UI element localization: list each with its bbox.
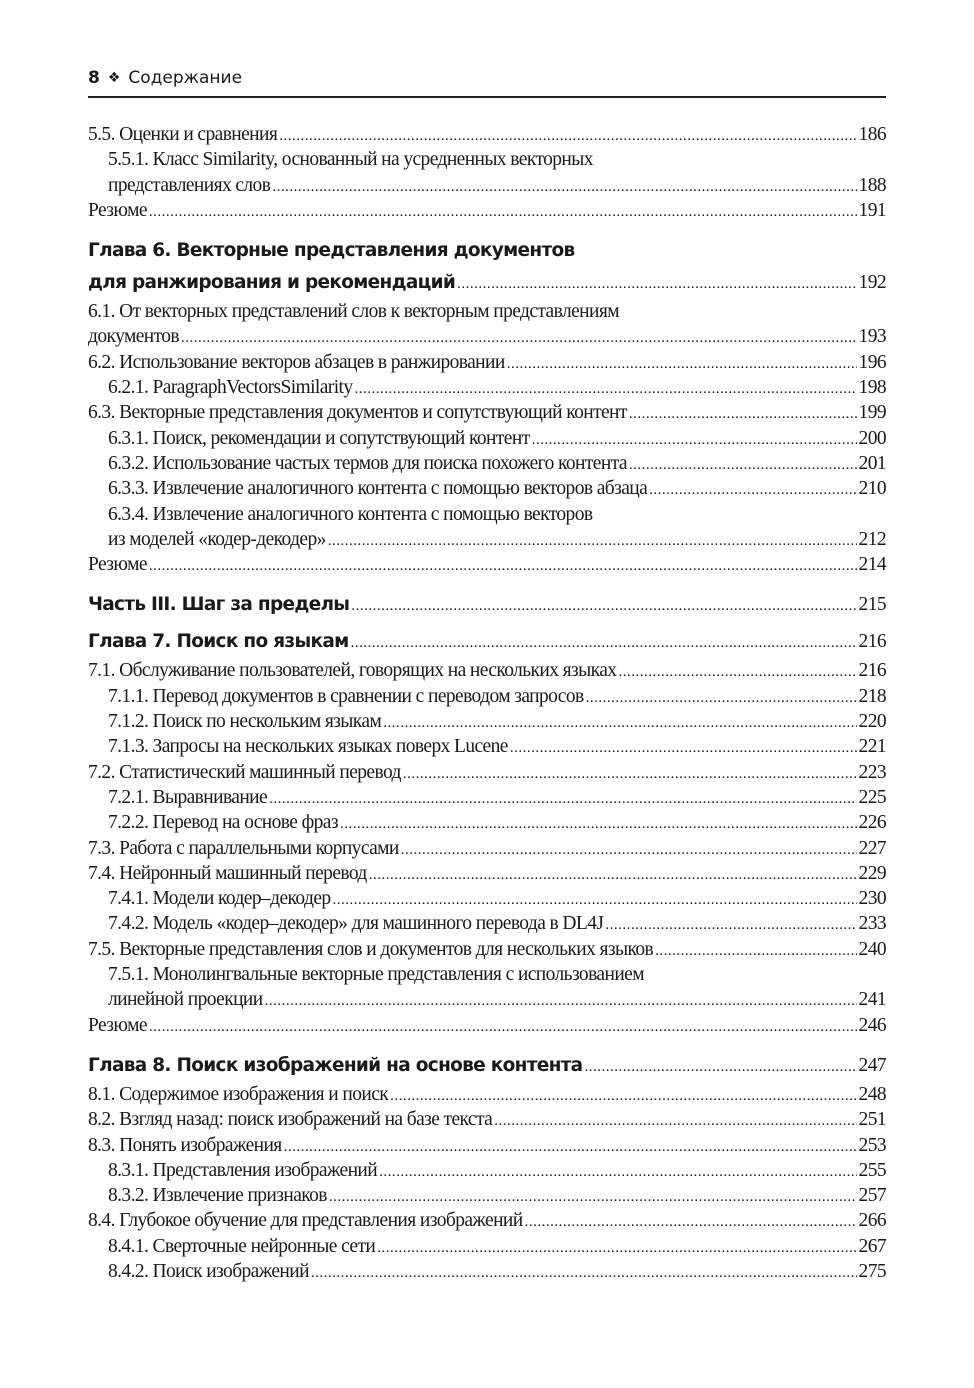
toc-entry-title: 7.2.2. Перевод на основе фраз — [108, 812, 338, 834]
toc-page-number: 255 — [858, 1159, 886, 1181]
dot-leader — [390, 1084, 856, 1109]
toc-entry-title: 8.4. Глубокое обучение для представления изображений — [88, 1210, 523, 1232]
toc-entry-title: 6.2. Использование векторов абзацев в ранжировании — [88, 351, 505, 373]
dot-leader — [329, 1185, 857, 1210]
toc-page-number: 216 — [858, 660, 886, 682]
toc-entry-title: 7.3. Работа с параллельными корпусами — [88, 837, 399, 859]
toc-entry-title: линейной проекции — [108, 989, 263, 1011]
dot-leader — [369, 863, 857, 888]
toc-entry[interactable] — [88, 1208, 886, 1233]
toc-entry-title: 7.2. Статистический машинный перевод — [88, 761, 401, 783]
toc-page-number: 212 — [858, 528, 886, 550]
dot-leader — [403, 762, 857, 787]
toc-entry[interactable] — [88, 375, 886, 400]
toc-entry-title: 6.3. Векторные представления документов и сопутствующий контент — [88, 402, 627, 424]
dot-leader — [284, 1135, 857, 1160]
toc-page-number: 192 — [858, 272, 886, 294]
toc-entry-title: 7.4.1. Модели кодер–декодер — [108, 888, 331, 910]
toc-entry-title: 7.4. Нейронный машинный перевод — [88, 862, 367, 884]
toc-entry[interactable] — [88, 1082, 886, 1107]
toc-entry-title: 8.4.2. Поиск изображений — [108, 1260, 309, 1282]
dot-leader — [457, 268, 856, 300]
running-header — [88, 68, 242, 88]
toc-entry-title: 7.2.1. Выравнивание — [108, 786, 268, 808]
toc-entry-title: для ранжирования и рекомендаций — [88, 272, 456, 294]
toc-page-number: 200 — [858, 427, 886, 449]
toc-entry-title: 8.1. Содержимое изображения и поиск — [88, 1083, 389, 1105]
toc-entry[interactable] — [88, 527, 886, 552]
toc-entry[interactable] — [88, 1183, 886, 1208]
toc-page-number: 193 — [858, 326, 886, 348]
toc-entry[interactable] — [88, 962, 886, 987]
toc-page-number: 248 — [858, 1083, 886, 1105]
toc-entry-title: 8.3. Понять изображения — [88, 1134, 282, 1156]
toc-page-number: 267 — [858, 1235, 886, 1257]
toc-entry[interactable] — [88, 552, 886, 577]
toc-entry[interactable] — [88, 400, 886, 425]
toc-entry-title: 8.3.1. Представления изображений — [108, 1159, 378, 1181]
dot-leader — [655, 939, 856, 964]
toc-entry[interactable] — [88, 173, 886, 198]
toc-page-number: 226 — [858, 812, 886, 834]
toc-entry[interactable] — [88, 502, 886, 527]
dot-leader — [149, 200, 857, 225]
toc-page-number: 214 — [858, 554, 886, 576]
toc-page-number: 218 — [858, 685, 886, 707]
toc-entry-title: 7.5. Векторные представления слов и документов для нескольких языков — [88, 938, 654, 960]
toc-entry-title: 6.3.1. Поиск, рекомендации и сопутствующий контент — [108, 427, 530, 449]
toc-page-number: 240 — [858, 938, 886, 960]
toc-entry[interactable] — [88, 147, 886, 172]
toc-entry[interactable] — [88, 861, 886, 886]
toc-page-number: 241 — [858, 989, 886, 1011]
dot-leader — [494, 1109, 856, 1134]
table-of-contents — [88, 122, 886, 1284]
dot-leader — [510, 736, 857, 761]
toc-entry[interactable] — [88, 198, 886, 223]
toc-entry[interactable] — [88, 426, 886, 451]
dot-leader — [584, 1051, 856, 1083]
toc-entry[interactable] — [88, 911, 886, 936]
toc-chapter-heading[interactable] — [88, 235, 886, 267]
toc-page-number: 225 — [858, 786, 886, 808]
toc-entry-title: 7.1.1. Перевод документов в сравнении с переводом запросов — [108, 685, 584, 707]
toc-chapter-heading[interactable] — [88, 267, 886, 299]
header-rule — [88, 96, 886, 98]
dot-leader — [328, 529, 857, 554]
toc-page-number: 230 — [858, 888, 886, 910]
toc-entry[interactable] — [88, 886, 886, 911]
toc-entry-title: 5.5. Оценки и сравнения — [88, 124, 278, 145]
toc-entry[interactable] — [88, 760, 886, 785]
toc-entry-title: Глава 7. Поиск по языкам — [88, 631, 349, 653]
toc-entry[interactable] — [88, 785, 886, 810]
toc-entry-title: представлениях слов — [108, 174, 271, 196]
toc-entry[interactable] — [88, 122, 886, 147]
toc-page-number: 196 — [858, 351, 886, 373]
dot-leader — [351, 590, 856, 622]
toc-entry[interactable] — [88, 836, 886, 861]
toc-entry[interactable] — [88, 451, 886, 476]
toc-page-number: 199 — [858, 402, 886, 424]
dot-leader — [340, 812, 857, 837]
toc-page-number: 257 — [858, 1185, 886, 1207]
toc-page-number: 210 — [858, 478, 886, 500]
dot-leader — [272, 175, 856, 200]
toc-page-number: 216 — [858, 631, 886, 653]
toc-entry[interactable] — [88, 684, 886, 709]
toc-page-number: 186 — [858, 124, 886, 145]
toc-entry-title: из моделей «кодер-декодер» — [108, 528, 326, 550]
toc-entry-title: Резюме — [88, 199, 147, 221]
toc-entry-title: Резюме — [88, 554, 147, 576]
toc-entry[interactable] — [88, 658, 886, 683]
toc-entry-title: 5.5.1. Класс Similarity, основанный на усредненных векторных — [108, 149, 593, 171]
toc-part-heading[interactable] — [88, 589, 886, 621]
toc-entry-title: 7.1. Обслуживание пользователей, говорящих на нескольких языках — [88, 660, 617, 682]
toc-entry-title: Глава 8. Поиск изображений на основе контента — [88, 1054, 583, 1076]
toc-entry-title: Часть III. Шаг за пределы — [88, 594, 350, 616]
toc-entry[interactable] — [88, 1107, 886, 1132]
toc-entry[interactable] — [88, 709, 886, 734]
dot-leader — [629, 453, 857, 478]
dot-leader — [377, 1236, 856, 1261]
dot-leader — [618, 660, 856, 685]
toc-page-number: 229 — [858, 862, 886, 884]
toc-entry-title: документов — [88, 326, 180, 348]
toc-entry-title: 6.2.1. ParagraphVectorsSimilarity — [108, 377, 353, 399]
toc-entry[interactable] — [88, 987, 886, 1012]
toc-entry-title: 7.5.1. Монолингвальные векторные представления с использованием — [108, 964, 644, 986]
dot-leader — [649, 478, 856, 503]
toc-entry[interactable] — [88, 1259, 886, 1284]
toc-entry-title: 8.2. Взгляд назад: поиск изображений на базе текста — [88, 1109, 493, 1131]
toc-entry[interactable] — [88, 324, 886, 349]
toc-entry-title: Резюме — [88, 1014, 147, 1036]
dot-leader — [354, 377, 856, 402]
running-title: Содержание — [128, 68, 243, 88]
dot-leader — [265, 989, 857, 1014]
dot-leader — [525, 1210, 857, 1235]
dot-leader — [333, 888, 857, 913]
toc-chapter-heading[interactable] — [88, 626, 886, 658]
dot-leader — [351, 627, 857, 659]
toc-entry[interactable] — [88, 1234, 886, 1259]
toc-entry[interactable] — [88, 937, 886, 962]
toc-entry[interactable] — [88, 1013, 886, 1038]
toc-page-number: 233 — [858, 913, 886, 935]
toc-entry-title: 6.1. От векторных представлений слов к векторным представлениям — [88, 301, 619, 323]
dot-leader — [149, 1015, 857, 1040]
toc-entry-title: 7.1.2. Поиск по нескольким языкам — [108, 711, 382, 733]
toc-entry[interactable] — [88, 1133, 886, 1158]
toc-entry[interactable] — [88, 350, 886, 375]
toc-chapter-heading[interactable] — [88, 1050, 886, 1082]
toc-entry-title: 8.3.2. Извлечение признаков — [108, 1185, 327, 1207]
toc-entry-title: 7.1.3. Запросы на нескольких языках поверх Lucene — [108, 736, 508, 758]
toc-entry[interactable] — [88, 734, 886, 759]
dot-leader — [311, 1261, 857, 1286]
dot-leader — [629, 402, 857, 427]
dot-leader — [379, 1160, 856, 1185]
toc-page-number: 191 — [858, 199, 886, 221]
toc-page-number: 251 — [858, 1109, 886, 1131]
dot-leader — [279, 124, 856, 149]
toc-page-number: 253 — [858, 1134, 886, 1156]
dot-leader — [605, 913, 856, 938]
toc-page-number: 215 — [858, 594, 886, 616]
page-number: 8 — [88, 68, 100, 88]
toc-page-number: 188 — [858, 174, 886, 196]
dot-leader — [532, 428, 857, 453]
toc-page-number: 266 — [858, 1210, 886, 1232]
dot-leader — [181, 326, 857, 351]
toc-page-number: 246 — [858, 1014, 886, 1036]
toc-entry-title: 8.4.1. Сверточные нейронные сети — [108, 1235, 376, 1257]
toc-page-number: 198 — [858, 377, 886, 399]
toc-entry[interactable] — [88, 810, 886, 835]
toc-entry-title: 6.3.4. Извлечение аналогичного контента с помощью векторов — [108, 503, 593, 525]
toc-entry-title: 7.4.2. Модель «кодер–декодер» для машинного перевода в DL4J — [108, 913, 604, 935]
toc-entry[interactable] — [88, 1158, 886, 1183]
toc-entry[interactable] — [88, 299, 886, 324]
toc-page-number: 220 — [858, 711, 886, 733]
toc-page-number: 275 — [858, 1260, 886, 1282]
dot-leader — [507, 352, 857, 377]
toc-page-number: 223 — [858, 761, 886, 783]
dot-leader — [269, 787, 856, 812]
toc-page-number: 247 — [858, 1054, 886, 1076]
toc-entry-title: 6.3.2. Использование частых термов для поиска похожего контента — [108, 452, 627, 474]
toc-entry[interactable] — [88, 476, 886, 501]
toc-page-number: 221 — [858, 736, 886, 758]
toc-entry-title: 6.3.3. Извлечение аналогичного контента с помощью векторов абзаца — [108, 478, 648, 500]
dot-leader — [401, 838, 857, 863]
ornament-icon: ❖ — [107, 70, 121, 86]
toc-page-number: 227 — [858, 837, 886, 859]
dot-leader — [586, 686, 857, 711]
dot-leader — [383, 711, 856, 736]
dot-leader — [149, 554, 857, 579]
toc-page-number: 201 — [858, 452, 886, 474]
toc-entry-title: Глава 6. Векторные представления документов — [88, 240, 575, 262]
